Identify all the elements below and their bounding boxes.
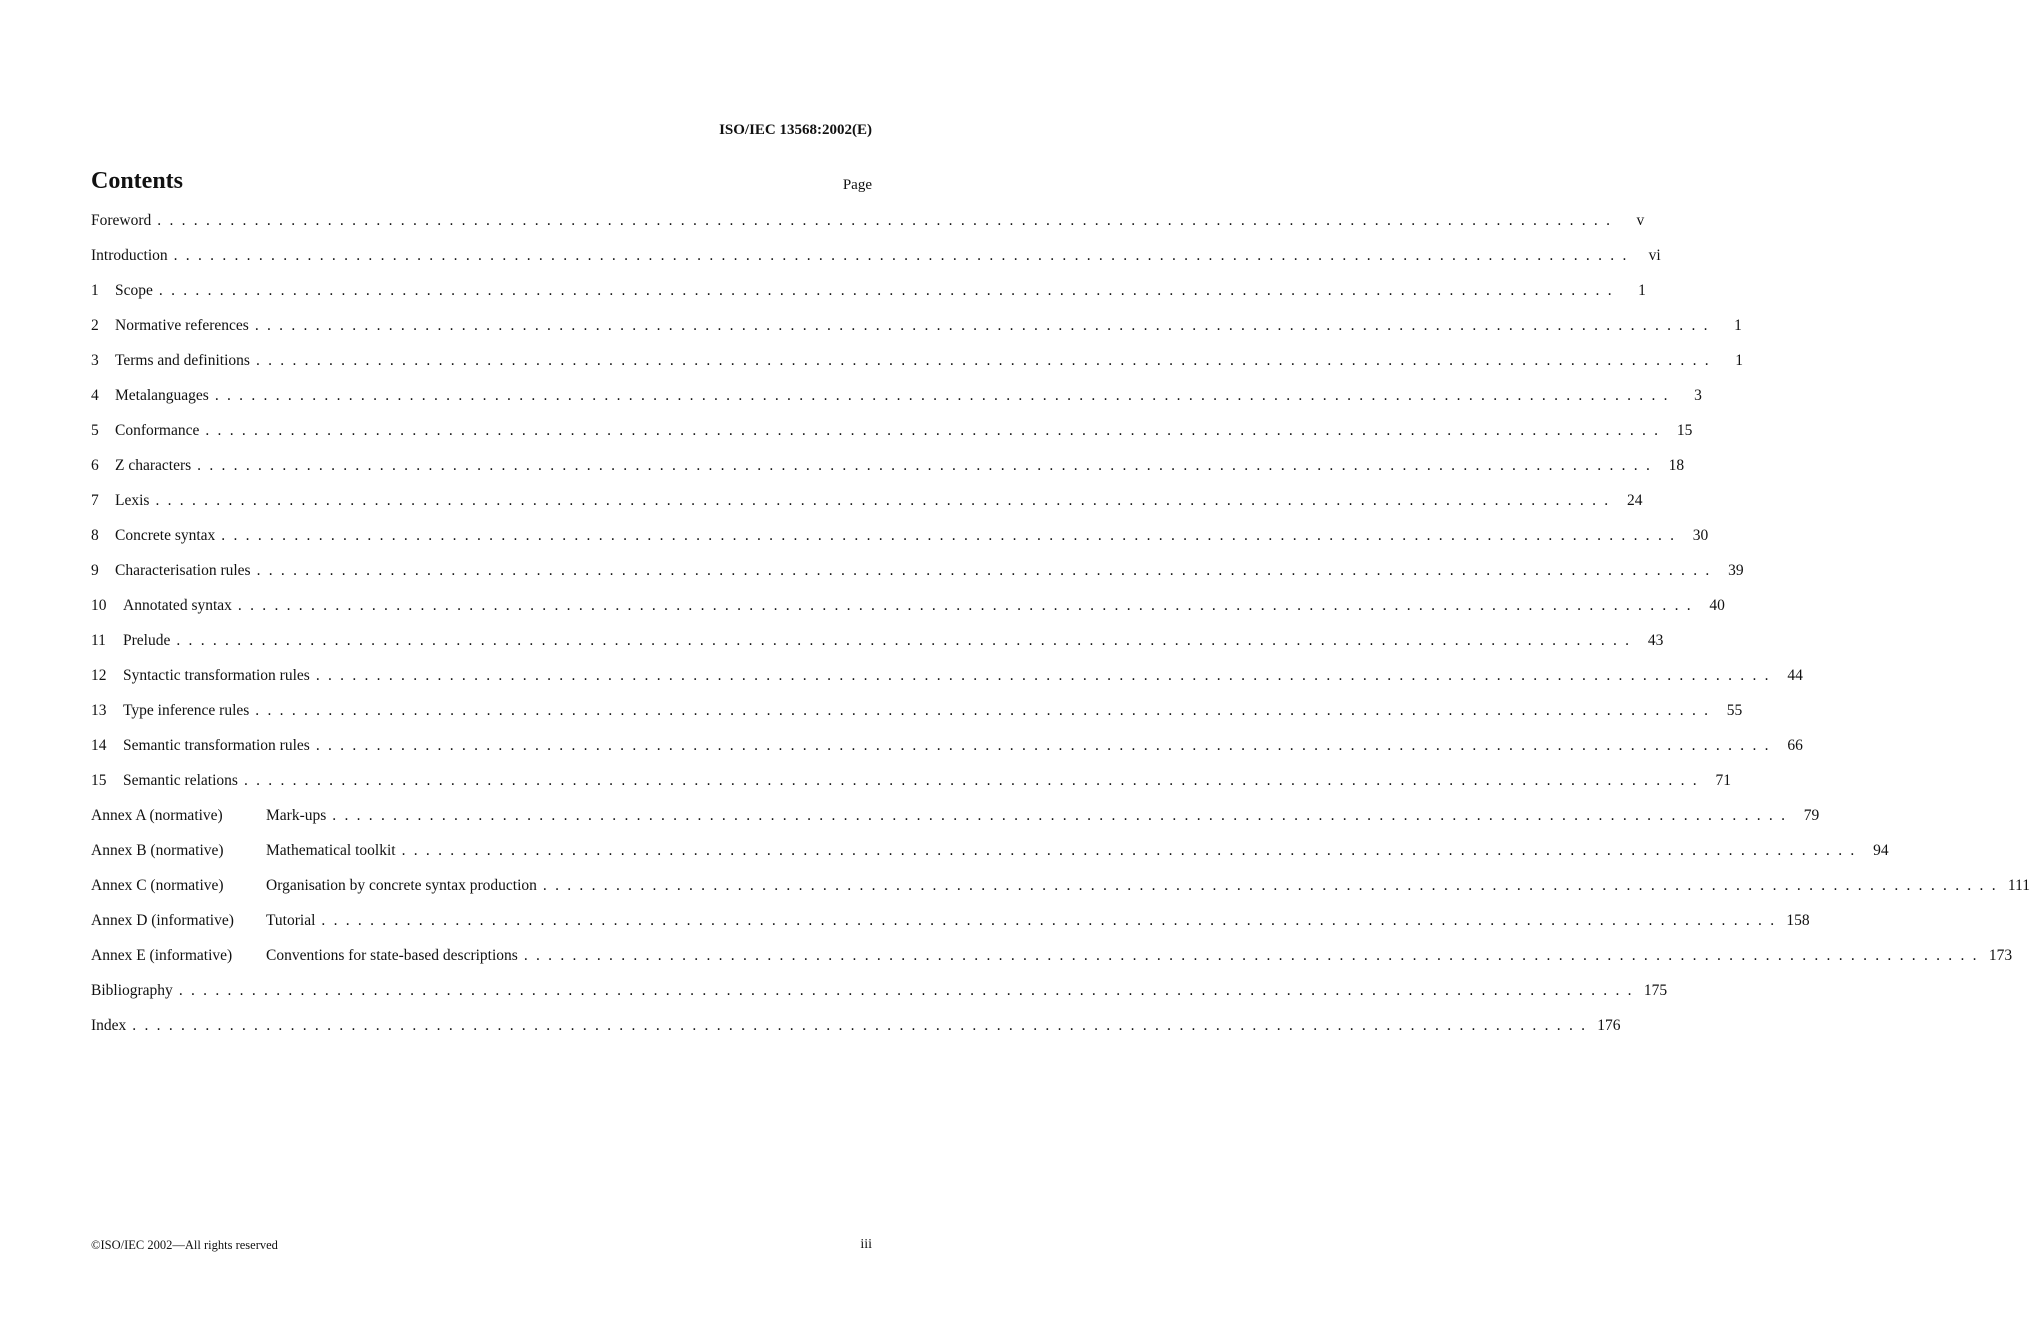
dot-leader: ........................................................................................................................ [178,982,1640,999]
annex-label: Annex D (informative) [91,912,234,929]
dot-leader: ........................................................................................................................ [237,597,1699,614]
entry-page-number: v [1636,212,1645,229]
toc-entry[interactable] [91,946,2013,981]
section-number: 7 [91,492,99,509]
section-number: 3 [91,352,99,369]
dot-leader: ........................................................................................................................ [321,912,1783,929]
entry-page-number: 44 [1787,667,1803,684]
entry-title[interactable]: Mathematical toolkit [266,842,396,859]
dot-leader: ........................................................................................................................ [155,492,1617,509]
document-id-header: ISO/IEC 13568:2002(E) [719,122,872,138]
dot-leader: ........................................................................................................................ [158,282,1620,299]
entry-page-number: 66 [1787,737,1803,754]
toc-entry[interactable] [91,596,1725,631]
toc-entry[interactable] [91,246,1661,281]
entry-page-number: 1 [1638,282,1646,299]
entry-title[interactable]: Annotated syntax [123,597,232,614]
entry-page-number: 175 [1643,982,1668,999]
section-number: 6 [91,457,99,474]
dot-leader: ........................................................................................................................ [132,1017,1594,1034]
toc-entry[interactable] [91,351,1743,386]
entry-title[interactable]: Normative references [115,317,249,334]
section-number: 1 [91,282,99,299]
entry-title[interactable]: Conformance [115,422,200,439]
dot-leader: ........................................................................................................................ [254,317,1716,334]
section-number: 10 [91,597,107,614]
dot-leader: ........................................................................................................................ [205,422,1667,439]
section-number: 8 [91,527,99,544]
footer-page-number: iii [860,1237,872,1252]
dot-leader: ........................................................................................................................ [332,807,1794,824]
entry-page-number: 24 [1626,492,1643,509]
entry-title[interactable]: Metalanguages [115,387,209,404]
entry-title[interactable]: Introduction [91,247,168,264]
entry-page-number: 55 [1726,702,1743,719]
entry-title[interactable]: Mark-ups [266,807,327,824]
toc-entry[interactable] [91,211,1645,246]
section-number: 2 [91,317,99,334]
section-number: 15 [91,772,107,789]
section-number: 4 [91,387,99,404]
entry-page-number: 79 [1803,807,1820,824]
dot-leader: ........................................................................................................................ [542,877,2004,894]
toc-entry[interactable] [91,876,2030,911]
entry-title[interactable]: Characterisation rules [115,562,251,579]
entry-page-number: 111 [2007,877,2030,894]
toc-entry[interactable] [91,701,1743,736]
dot-leader: ........................................................................................................................ [221,527,1683,544]
section-number: 11 [91,632,106,649]
entry-page-number: 1 [1734,317,1742,334]
toc-entry[interactable] [91,981,1668,1016]
section-number: 9 [91,562,99,579]
toc-entry[interactable] [91,631,1664,666]
entry-title[interactable]: Z characters [115,457,192,474]
entry-page-number: 1 [1735,352,1743,369]
entry-page-number: 176 [1597,1017,1621,1034]
entry-title[interactable]: Terms and definitions [115,352,250,369]
toc-entry[interactable] [91,316,1742,351]
toc-entry[interactable] [91,421,1693,456]
dot-leader: ........................................................................................................................ [214,387,1676,404]
entry-page-number: 158 [1786,912,1810,929]
toc-entry[interactable] [91,386,1702,421]
dot-leader: ........................................................................................................................ [256,562,1718,579]
section-number: 14 [91,737,107,754]
dot-leader: ........................................................................................................................ [255,702,1717,719]
dot-leader: ........................................................................................................................ [197,457,1659,474]
entry-page-number: 94 [1873,842,1889,859]
entry-page-number: 18 [1668,457,1685,474]
toc-entry[interactable] [91,911,1810,946]
entry-title[interactable]: Organisation by concrete syntax production [266,877,537,894]
entry-page-number: 43 [1647,632,1664,649]
annex-label: Annex C (normative) [91,877,224,894]
page-column-label: Page [842,177,872,193]
toc-entry[interactable] [91,491,1643,526]
section-number: 5 [91,422,99,439]
entry-title[interactable]: Syntactic transformation rules [123,667,310,684]
entry-page-number: 40 [1709,597,1725,614]
annex-label: Annex B (normative) [91,842,224,859]
toc-entry[interactable] [91,281,1646,316]
dot-leader: ........................................................................................................................ [243,772,1705,789]
toc-entry[interactable] [91,666,1803,701]
entry-title[interactable]: Tutorial [266,912,316,929]
toc-entry[interactable] [91,771,1731,806]
entry-page-number: 3 [1694,387,1702,404]
entry-title[interactable]: Conventions for state-based descriptions [266,947,518,964]
entry-page-number: 30 [1692,527,1709,544]
entry-page-number: vi [1648,247,1661,264]
dot-leader: ........................................................................................................................ [315,667,1777,684]
dot-leader: ........................................................................................................................ [157,212,1619,229]
toc-entry[interactable] [91,456,1685,491]
entry-page-number: 15 [1676,422,1693,439]
entry-title[interactable]: Index [91,1017,127,1034]
entry-title[interactable]: Semantic relations [123,772,238,789]
dot-leader: ........................................................................................................................ [401,842,1863,859]
entry-page-number: 173 [1988,947,2013,964]
entry-title[interactable]: Prelude [123,632,171,649]
entry-title[interactable]: Type inference rules [123,702,250,719]
dot-leader: ........................................................................................................................ [523,947,1985,964]
entry-page-number: 71 [1715,772,1731,789]
entry-title[interactable]: Lexis [115,492,150,509]
annex-label: Annex A (normative) [91,807,223,824]
toc-entry[interactable] [91,561,1744,596]
entry-title[interactable]: Scope [115,282,153,299]
toc-entry[interactable] [91,806,1820,841]
dot-leader: ........................................................................................................................ [173,247,1635,264]
toc-entry[interactable] [91,526,1709,561]
page-title: Contents [91,168,184,194]
dot-leader: ........................................................................................................................ [176,632,1638,649]
entry-title[interactable]: Bibliography [91,982,173,999]
table-of-contents [91,211,2030,1051]
toc-entry[interactable] [91,736,1803,771]
section-number: 12 [91,667,107,684]
section-number: 13 [91,702,107,719]
toc-entry[interactable] [91,841,1889,876]
entry-title[interactable]: Foreword [91,212,152,229]
footer-copyright: ©ISO/IEC 2002—All rights reserved [91,1238,278,1252]
toc-entry[interactable] [91,1016,1621,1051]
annex-label: Annex E (informative) [91,947,233,964]
entry-page-number: 39 [1728,562,1744,579]
entry-title[interactable]: Semantic transformation rules [123,737,310,754]
entry-title[interactable]: Concrete syntax [115,527,216,544]
dot-leader: ........................................................................................................................ [315,737,1777,754]
dot-leader: ........................................................................................................................ [255,352,1717,369]
